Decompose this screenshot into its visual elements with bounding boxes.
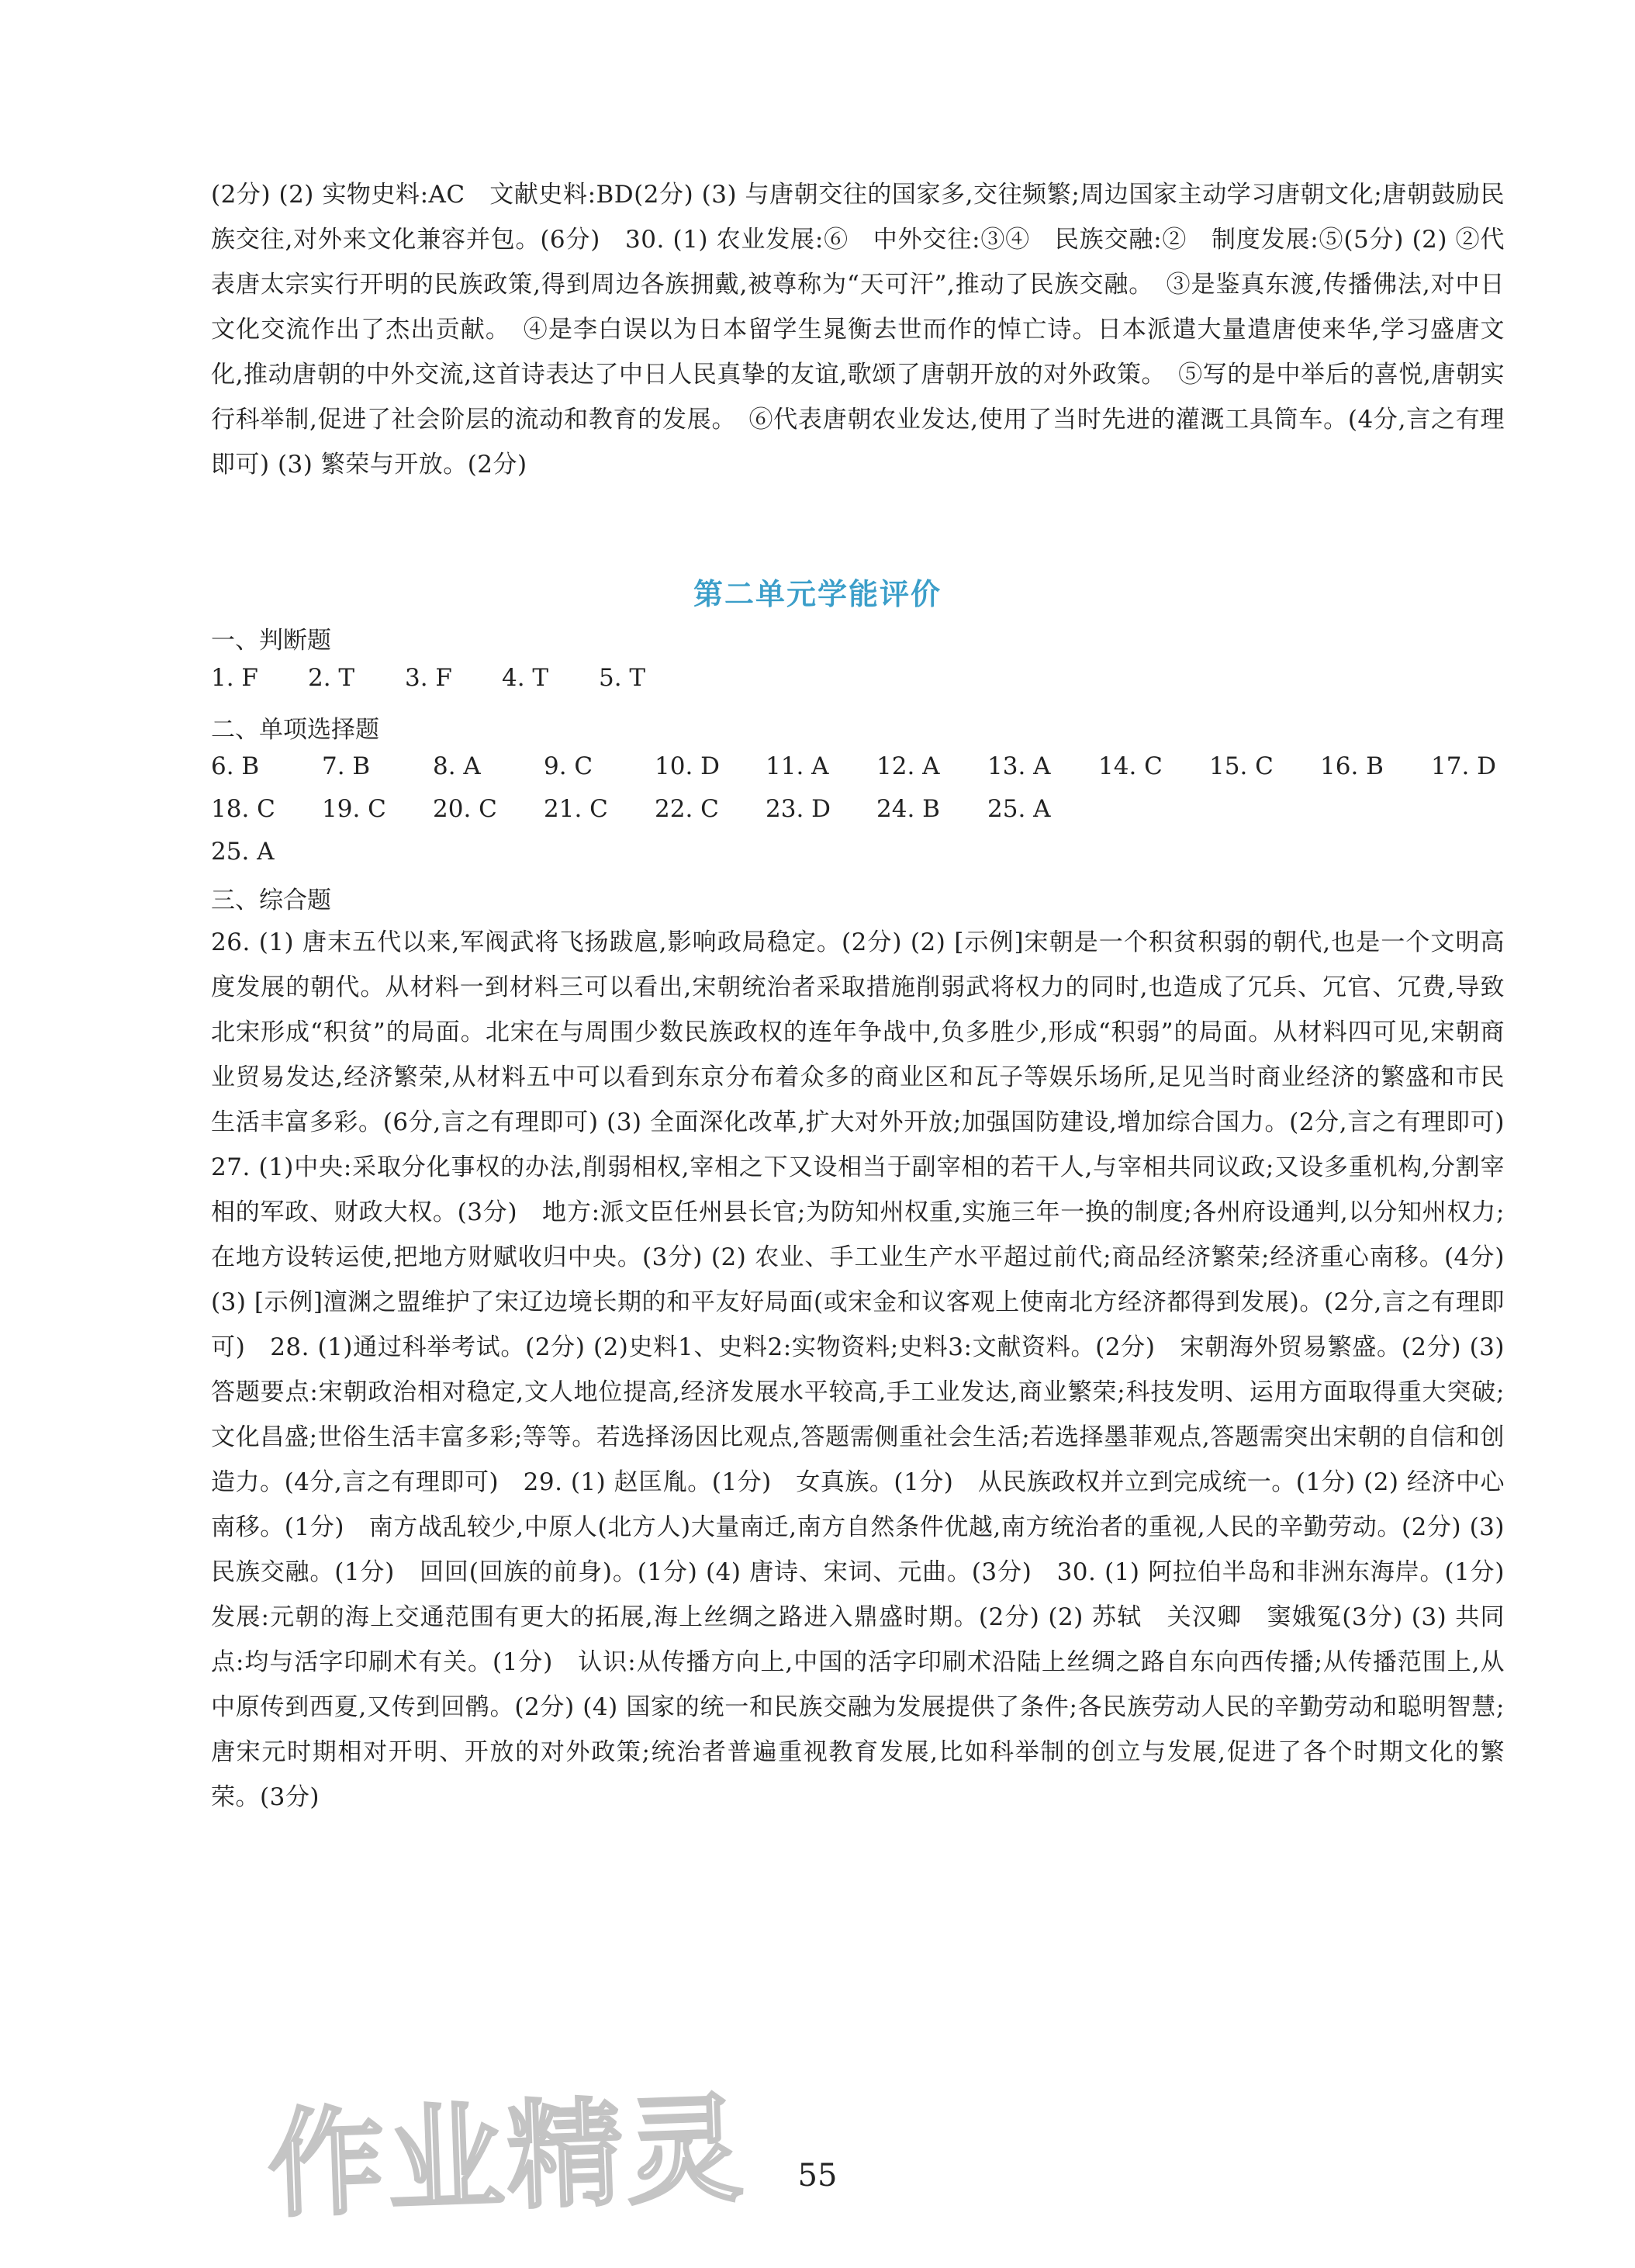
answer-item: 21. C [544, 795, 608, 823]
answer-item: 10. D [655, 752, 721, 780]
answer-item: 11. A [766, 752, 829, 780]
section-title: 第二单元学能评价 [693, 576, 942, 611]
answer-item: 19. C [322, 795, 386, 823]
answer-item: 2. T [308, 664, 355, 692]
answer-item: 15. C [1209, 752, 1274, 780]
answer-item: 7. B [322, 752, 371, 780]
answer-item: 6. B [211, 752, 260, 780]
answer-item: 8. A [433, 752, 481, 780]
answer-item: 1. F [211, 664, 258, 692]
answer-item: 23. D [766, 795, 831, 823]
answer-item: 24. B [876, 795, 940, 823]
answer-item: 9. C [544, 752, 593, 780]
watermark-logo: 作业精灵 [265, 2082, 748, 2234]
answer-item: 22. C [655, 795, 719, 823]
heading-judgement: 一、判断题 [211, 627, 331, 655]
heading-single-choice: 二、单项选择题 [211, 716, 379, 744]
page-number: 55 [797, 2158, 838, 2194]
judgement-answers [211, 664, 696, 692]
comprehensive-answers-paragraph: 26. (1) 唐末五代以来,军阀武将飞扬跋扈,影响政局稳定。(2分) (2) [示例]宋朝是一个积贫积弱的朝代,也是一个文明高度发展的朝代。从材料一到材料三可以看出,宋朝统治者采取措施削弱武将权力的同时,也造成了冗兵、冗官、冗费,导致北宋形成“积贫”的局面。北宋在与周围少数民族政权的连年争战中,负多胜少,形成“积弱”的局面。从材料四可见,宋朝商业贸易发达,经济繁荣,从材料五中可以看到东京分布着众多的商业区和瓦子等娱乐场所,足见当时商业经济的繁盛和市民生活丰富多彩。(6分,言之有理即可) (3) 全面深化改革,扩大对外开放;加强国防建设,增加综合国力。(2分,言之有理即可) 27. (1)中央:采取分化事权的办法,削弱相权,宰相之下又设相当于副宰相的若干人,与宰相共同议政;又设多重机构,分割宰相的军政、财政大权。(3分) 地方:派文臣任州县长官;为防知州权重,实施三年一换的制度;各州府设通判,以分知州权力;在地方设转运使,把地方财赋收归中央。(3分) (2) 农业、手工业生产水平超过前代;商品经济繁荣;经济重心南移。(4分) (3) [示例]澶渊之盟维护了宋辽边境长期的和平友好局面(或宋金和议客观上使南北方经济都得到发展)。(2分,言之有理即可) 28. (1)通过科举考试。(2分) (2)史料1、史料2:实物资料;史料3:文献资料。(2分) 宋朝海外贸易繁盛。(2分) (3)答题要点:宋朝政治相对稳定,文人地位提高,经济发展水平较高,手工业发达,商业繁荣;科技发明、运用方面取得重大突破;文化昌盛;世俗生活丰富多彩;等等。若选择汤因比观点,答题需侧重社会生活;若选择墨菲观点,答题需突出宋朝的自信和创造力。(4分,言之有理即可) 29. (1) 赵匡胤。(1分) 女真族。(1分) 从民族政权并立到完成统一。(1分) (2) 经济中心南移。(1分) 南方战乱较少,中原人(北方人)大量南迁,南方自然条件优越,南方统治者的重视,人民的辛勤劳动。(2分) (3) 民族交融。(1分) 回回(回族的前身)。(1分) (4) 唐诗、宋词、元曲。(3分) 30. (1) 阿拉伯半岛和非洲东海岸。(1分) 发展:元朝的海上交通范围有更大的拓展,海上丝绸之路进入鼎盛时期。(2分) (2) 苏轼 关汉卿 窦娥冤(3分) (3) 共同点:均与活字印刷术有关。(1分) 认识:从传播方向上,中国的活字印刷术沿陆上丝绸之路自东向西传播;从传播范围上,从中原传到西夏,又传到回鹘。(2分) (4) 国家的统一和民族交融为发展提供了条件;各民族劳动人民的辛勤劳动和聪明智慧;唐宋元时期相对开明、开放的对外政策;统治者普遍重视教育发展,比如科举制的创立与发展,促进了各个时期文化的繁荣。(3分) [211, 928, 1530, 1811]
answer-item: 18. C [211, 795, 275, 823]
answer-item: 20. C [433, 795, 497, 823]
answer-item: 17. D [1431, 752, 1497, 780]
answer-item: 5. T [599, 664, 646, 692]
answer-item: 12. A [876, 752, 940, 780]
answer-item: 25. A [987, 795, 1051, 823]
single-choice-answers-row-1 [211, 752, 1496, 780]
answer-item: 14. C [1098, 752, 1163, 780]
answer-item: 13. A [987, 752, 1051, 780]
answer-item: 16. B [1320, 752, 1384, 780]
single-choice-answers-row-3: 25. A [211, 838, 275, 866]
answer-item: 3. F [405, 664, 452, 692]
answer-item: 4. T [502, 664, 549, 692]
answer-paragraph-unit-one-end: (2分) (2) 实物史料:AC 文献史料:BD(2分) (3) 与唐朝交往的国家多,交往频繁;周边国家主动学习唐朝文化;唐朝鼓励民族交往,对外来文化兼容并包。(6分) 30. (1) 农业发展:⑥ 中外交往:③④ 民族交融:② 制度发展:⑤(5分) (2) ②代表唐太宗实行开明的民族政策,得到周边各族拥戴,被尊称为“天可汗”,推动了民族交融。 ③是鉴真东渡,传播佛法,对中日文化交流作出了杰出贡献。 ④是李白误以为日本留学生晁衡去世而作的悼亡诗。日本派遣大量遣唐使来华,学习盛唐文化,推动唐朝的中外交流,这首诗表达了中日人民真挚的友谊,歌颂了唐朝开放的对外政策。 ⑤写的是中举后的喜悦,唐朝实行科举制,促进了社会阶层的流动和教育的发展。 ⑥代表唐朝农业发达,使用了当时先进的灌溉工具筒车。(4分,言之有理即可) (3) 繁荣与开放。(2分) [211, 181, 1505, 479]
single-choice-answers-row-2 [211, 795, 1098, 823]
heading-comprehensive: 三、综合题 [211, 887, 331, 914]
